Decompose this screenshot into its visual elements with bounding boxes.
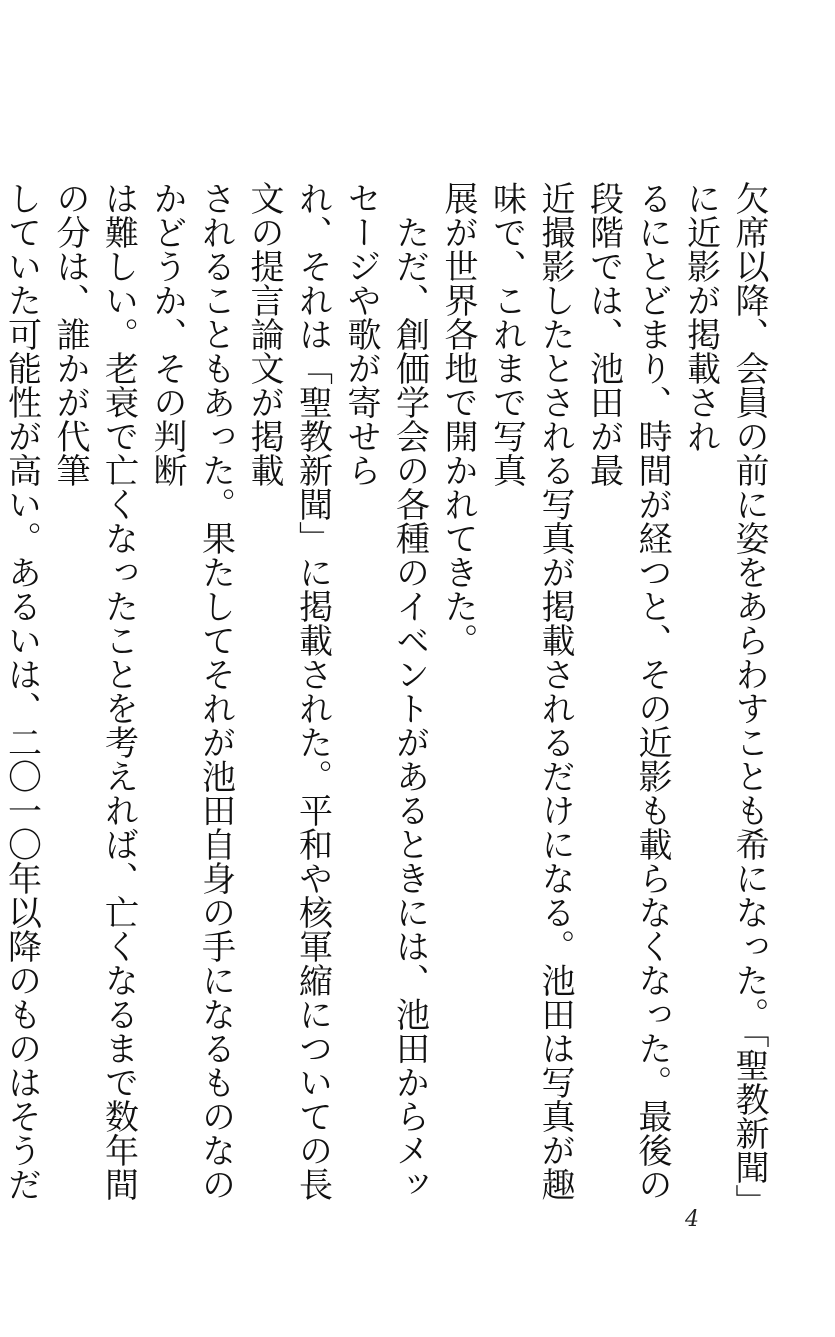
page-number: 4 (685, 1207, 699, 1232)
paragraph: ただ、創価学会の各種のイベントがあるときには、池田からメッセージや歌が寄せら れ、それは「聖教新聞」に掲載された。平和や核軍縮についての長文の提言論文が掲載 されることもあった。果たしてそれが池田自身の手になるものなのかどうか、その判断 は難しい。老衰で亡くなったことを考えれば、亡くなるまで数年間の分は、誰かが代筆 していた可能性が高い。あるいは、二〇一〇年以降のものはそうだ (1, 181, 430, 1201)
paragraph: 欠席以降、会員の前に姿をあらわすことも希になった。「聖教新聞」に近影が掲載され るにとどまり、時間が経つと、その近影も載らなくなった。最後の段階では、池田が最 近撮影したとされる写真が掲載されるだけになる。池田は写真が趣味で、これまで写真 展が世界各地で開かれてきた。 (438, 181, 769, 1201)
body-text (0, 181, 773, 1201)
